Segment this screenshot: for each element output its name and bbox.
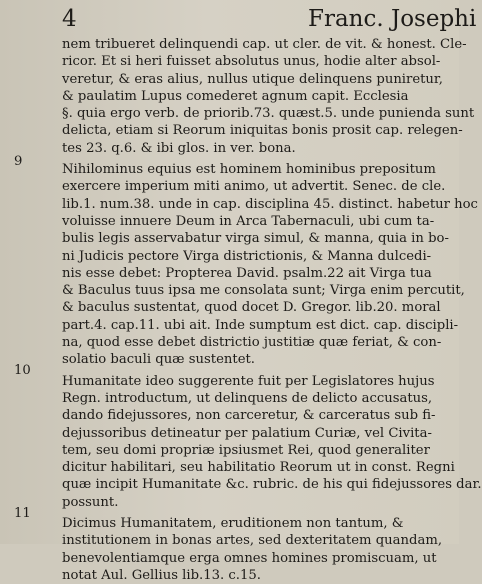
text-line: quæ incipit Humanitate &c. rubric. de his qui fidejussores dar. [62, 477, 482, 493]
text-line: lib.1. num.38. unde in cap. disciplina 45. distinct. habetur hoc [62, 196, 478, 212]
paragraph-9 [62, 161, 478, 369]
text-line: delicta, etiam si Reorum iniquitas bonis prosit cap. relegen- [62, 123, 463, 139]
text-line: Nihilominus equius est hominem hominibus prepositum [62, 162, 436, 178]
paragraph-continuation [62, 36, 475, 157]
paragraph-number-9: 9 [14, 154, 23, 169]
text-line: nis esse debet: Propterea David. psalm.22 ait Virga tua [62, 265, 432, 281]
text-line: & paulatim Lupus comederet agnum capit. Ecclesia [62, 88, 409, 104]
text-line: tem, seu domi propriæ ipsiusmet Rei, quod generaliter [62, 442, 430, 458]
text-line: nem tribueret delinquendi cap. ut cler. de vit. & honest. Cle- [62, 37, 467, 52]
text-line: tes 23. q.6. & ibi glos. in ver. bona. [62, 140, 296, 156]
paragraph-number-11: 11 [14, 506, 31, 521]
text-line: voluisse innuere Deum in Arca Tabernaculi, ubi cum ta- [62, 213, 435, 229]
paragraph-11 [62, 515, 452, 584]
paragraph-number-10: 10 [14, 363, 31, 378]
text-line: exercere imperium miti animo, ut advertit. Senec. de cle. [62, 179, 446, 195]
text-line: benevolentiamque erga omnes homines promiscuam, ut [62, 550, 437, 566]
text-line: institutionem in bonas artes, sed dexteritatem quandam, [62, 533, 443, 549]
text-line: & Baculus tuus ipsa me consolata sunt; Virga enim percutit, [62, 283, 465, 299]
page-number: 4 [62, 6, 78, 32]
body-text [62, 36, 482, 584]
text-line: ricor. Et si heri fuisset absolutus unus, hodie alter absol- [62, 54, 441, 70]
text-line: Humanitate ideo suggerente fuit per Legislatores hujus [62, 373, 435, 389]
text-line: part.4. cap.11. ubi ait. Inde sumptum est dict. cap. discipli- [62, 317, 459, 333]
running-header: Franc. Josephi [308, 6, 477, 32]
text-line: dando fidejussores, non carceretur, & carceratus sub fi- [62, 408, 436, 424]
text-line: Dicimus Humanitatem, eruditionem non tantum, & [62, 516, 404, 532]
text-line: ni Judicis pectore Virga districtionis, & Manna dulcedi- [62, 248, 432, 264]
text-line: & baculus sustentat, quod docet D. Gregor. lib.20. moral [62, 300, 441, 316]
text-line: dicitur habilitari, seu habilitatio Reorum ut in const. Regni [62, 460, 455, 476]
text-line: possunt. [62, 494, 119, 510]
text-line: Regn. introductum, ut delinquens de delicto accusatus, [62, 390, 433, 406]
text-line: §. quia ergo verb. de priorib.73. quæst.5. unde punienda sunt [62, 106, 475, 122]
text-line: bulis legis asservabatur virga simul, & manna, quia in bo- [62, 231, 449, 247]
text-line: na, quod esse debet districtio justitiæ quæ feriat, & con- [62, 335, 442, 351]
text-line: dejussoribus detineatur per palatium Curiæ, vel Civita- [62, 425, 432, 441]
text-line: notat Aul. Gellius lib.13. c.15. [62, 567, 261, 583]
text-line: solatio baculi quæ sustentet. [62, 352, 255, 368]
text-line: veretur, & eras alius, nullus utique delinquens puniretur, [62, 71, 443, 87]
paragraph-10 [62, 373, 482, 511]
